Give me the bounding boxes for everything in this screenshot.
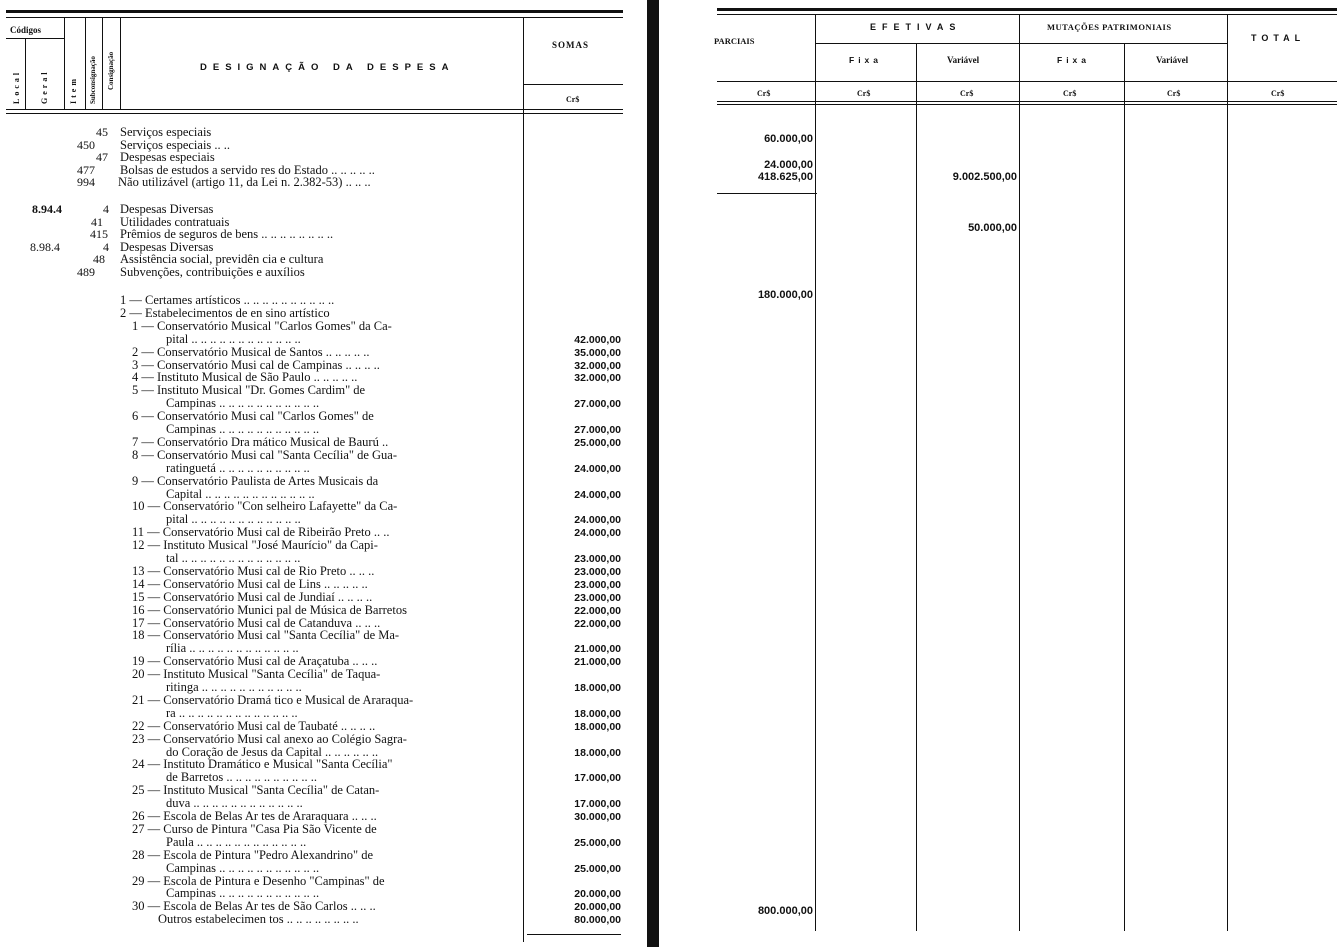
item-line: 26 — Escola de Belas Ar tes de Araraquara .. .. .. xyxy=(132,809,377,823)
item-line: 21 — Conservatório Dramá tico e Musical de Araraqua- xyxy=(132,692,414,707)
item-code: 477 xyxy=(77,162,95,177)
item-amount: 42.000,00 xyxy=(574,333,621,346)
item-line: 12 — Instituto Musical "José Maurício" da Capi- xyxy=(132,538,378,553)
header-top-rule xyxy=(6,10,623,13)
item-line: 20 — Instituto Musical "Santa Cecília" de Taqua- xyxy=(132,667,381,682)
item-code: 450 xyxy=(77,137,95,152)
item-line: 30 — Escola de Belas Ar tes de São Carlos .. .. .. xyxy=(132,899,376,914)
item-line: pital .. .. .. .. .. .. .. .. .. .. .. .. xyxy=(166,512,301,527)
row-desc: Bolsas de estudos a servido res do Estado .. .. .. .. .. xyxy=(120,162,375,177)
item-line: Campinas .. .. .. .. .. .. .. .. .. .. .. xyxy=(166,422,320,436)
row-desc: Despesas Diversas xyxy=(120,202,214,216)
codigos-rule xyxy=(6,38,64,39)
item-amount: 25.000,00 xyxy=(574,862,621,875)
item-line: Campinas .. .. .. .. .. .. .. .. .. .. .. xyxy=(166,886,320,901)
item-line: 1 — Certames artísticos .. .. .. .. .. .. .. .. .. .. xyxy=(120,293,335,307)
row-desc: Despesas Diversas xyxy=(120,239,214,254)
item-amount: 23.000,00 xyxy=(574,553,621,565)
total-label: TOTAL xyxy=(1251,33,1306,43)
item-amount: 18.000,00 xyxy=(574,707,621,720)
header-top-rule xyxy=(717,8,1337,11)
item-line: 23 — Conservatório Musi cal anexo ao Colégio Sagra- xyxy=(132,731,407,746)
item-line: ratinguetá .. .. .. .. .. .. .. .. .. .. xyxy=(166,460,310,475)
parciais-value: 180.000,00 xyxy=(757,289,813,301)
item-line: 18 — Conservatório Musi cal "Santa Cecília" de Ma- xyxy=(132,628,400,643)
item-code: 41 xyxy=(91,214,103,229)
efetivas-variavel-value: 9.002.500,00 xyxy=(952,171,1017,183)
geral-code: 4 xyxy=(103,202,109,216)
item-code: 415 xyxy=(90,227,108,241)
item-line: 27 — Curso de Pintura "Casa Pia São Vicente de xyxy=(132,821,377,836)
item-code: 489 xyxy=(77,264,95,279)
item-amount: 24.000,00 xyxy=(574,488,621,501)
item-amount: 24.000,00 xyxy=(574,514,621,527)
col-divider xyxy=(916,43,917,931)
header-bottom-rule-2 xyxy=(717,104,1337,105)
col-divider xyxy=(1019,14,1020,931)
item-amount: 80.000,00 xyxy=(574,914,621,927)
efetivas-fixa-currency: Cr$ xyxy=(857,89,871,98)
item-line: 2 — Estabelecimentos de en sino artístico xyxy=(120,305,330,320)
item-amount: 25.000,00 xyxy=(574,436,621,449)
item-amount: 20.000,00 xyxy=(574,901,621,914)
item-line: Outros estabelecimen tos .. .. .. .. .. .. .. .. xyxy=(158,912,359,927)
item-line: 6 — Conservatório Musi cal "Carlos Gomes" de xyxy=(132,409,374,424)
somas-label: SOMAS xyxy=(552,40,590,50)
efetivas-variavel-currency: Cr$ xyxy=(960,89,974,98)
item-line: Campinas .. .. .. .. .. .. .. .. .. .. .. xyxy=(166,396,320,411)
codigos-label: Códigos xyxy=(10,25,42,35)
item-amount: 27.000,00 xyxy=(574,424,621,436)
subheader-rule xyxy=(815,43,1227,44)
col-divider xyxy=(64,17,65,109)
header-mid-rule xyxy=(717,81,1337,82)
item-line: Paula .. .. .. .. .. .. .. .. .. .. .. .. xyxy=(166,834,307,849)
col-divider xyxy=(120,17,121,109)
item-line: duva .. .. .. .. .. .. .. .. .. .. .. .. xyxy=(166,796,303,811)
row-desc: Serviços especiais xyxy=(120,125,212,139)
item-line: 16 — Conservatório Munici pal de Música de Barretos xyxy=(132,602,407,617)
item-code: 45 xyxy=(96,125,108,139)
col-divider xyxy=(1227,14,1228,931)
item-line: 4 — Instituto Musical de São Paulo .. .. .. .. .. xyxy=(132,370,358,385)
item-line: 11 — Conservatório Musi cal de Ribeirão Preto .. .. xyxy=(132,525,390,540)
item-line: 25 — Instituto Musical "Santa Cecília" de Catan- xyxy=(132,783,380,798)
item-line: 17 — Conservatório Musi cal de Catanduva .. .. .. xyxy=(132,615,381,630)
col-divider xyxy=(1124,43,1125,931)
local-code: 8.98.4 xyxy=(30,239,60,254)
item-amount: 24.000,00 xyxy=(574,527,621,540)
parciais-currency: Cr$ xyxy=(757,89,771,98)
item-line: 15 — Conservatório Musi cal de Jundiaí .. .. .. .. xyxy=(132,589,373,604)
parciais-value: 418.625,00 xyxy=(757,171,813,183)
geral-label: Geral xyxy=(40,69,49,104)
item-line: Campinas .. .. .. .. .. .. .. .. .. .. .. xyxy=(166,860,320,875)
item-amount: 21.000,00 xyxy=(574,643,621,656)
item-line: rília .. .. .. .. .. .. .. .. .. .. .. .. xyxy=(166,641,299,656)
item-line: 24 — Instituto Dramático e Musical "Santa Cecília" xyxy=(132,757,393,772)
header-bottom-rule xyxy=(717,101,1337,102)
item-line: 10 — Conservatório "Con selheiro Lafayette" da Ca- xyxy=(132,499,398,514)
item-line: 2 — Conservatório Musical de Santos .. .. .. .. .. xyxy=(132,344,370,359)
item-code: 47 xyxy=(96,150,108,164)
item-label: Item xyxy=(69,76,78,104)
row-desc: Subvenções, contribuições e auxílios xyxy=(120,264,305,279)
row-desc: Não utilizável (artigo 11, da Lei n. 2.382-53) .. .. .. xyxy=(118,175,371,189)
item-line: 9 — Conservatório Paulista de Artes Musicais da xyxy=(132,473,379,488)
mutacoes-variavel-label: Variável xyxy=(1156,55,1189,65)
item-line: 8 — Conservatório Musi cal "Santa Cecília" de Gua- xyxy=(132,447,398,462)
local-code: 8.94.4 xyxy=(32,202,62,216)
item-line: de Barretos .. .. .. .. .. .. .. .. .. .. xyxy=(166,770,318,785)
col-divider xyxy=(815,14,816,931)
total-currency: Cr$ xyxy=(1271,89,1285,98)
item-line: pital .. .. .. .. .. .. .. .. .. .. .. .. xyxy=(166,331,301,346)
header-top-rule-2 xyxy=(717,14,1337,15)
item-amount: 17.000,00 xyxy=(574,798,621,811)
item-code: 994 xyxy=(77,175,95,189)
item-amount: 30.000,00 xyxy=(574,811,621,823)
col-divider xyxy=(85,17,86,109)
parciais-value: 60.000,00 xyxy=(764,133,813,145)
book-spine xyxy=(647,0,659,947)
item-line: 19 — Conservatório Musi cal de Araçatuba .. .. .. xyxy=(132,654,378,669)
mutacoes-label: MUTAÇÕES PATRIMONIAIS xyxy=(1047,22,1172,32)
item-amount: 32.000,00 xyxy=(574,372,621,385)
item-amount: 18.000,00 xyxy=(574,682,621,694)
consignacao-label: Consignação xyxy=(107,51,115,90)
somas-divider xyxy=(523,17,524,942)
geral-code: 4 xyxy=(103,239,109,254)
item-line: 3 — Conservatório Musi cal de Campinas .. .. .. .. xyxy=(132,357,380,372)
item-amount: 22.000,00 xyxy=(574,617,621,630)
efetivas-fixa-label: Fixa xyxy=(849,55,883,65)
subconsignacao-label: Subconsignação xyxy=(89,56,97,104)
somas-rule xyxy=(524,84,623,85)
efetivas-variavel-value: 50.000,00 xyxy=(968,222,1017,234)
item-line: Capital .. .. .. .. .. .. .. .. .. .. .. .. xyxy=(166,486,315,501)
item-line: 14 — Conservatório Musi cal de Lins .. .. .. .. .. xyxy=(132,576,368,591)
item-amount: 35.000,00 xyxy=(574,346,621,359)
efetivas-variavel-label: Variável xyxy=(947,55,980,65)
item-line: ra .. .. .. .. .. .. .. .. .. .. .. .. .. xyxy=(166,705,298,720)
item-amount: 22.000,00 xyxy=(574,604,621,617)
row-desc: Serviços especiais .. .. xyxy=(120,137,231,152)
item-line: ritinga .. .. .. .. .. .. .. .. .. .. .. xyxy=(166,680,302,694)
header-bottom-rule-2 xyxy=(6,113,623,114)
item-amount: 32.000,00 xyxy=(574,359,621,372)
row-desc: Despesas especiais xyxy=(120,150,215,164)
mutacoes-variavel-currency: Cr$ xyxy=(1167,89,1181,98)
item-line: 28 — Escola de Pintura "Pedro Alexandrino" de xyxy=(132,847,374,862)
somas-bottom-rule xyxy=(527,934,621,935)
item-line: tal .. .. .. .. .. .. .. .. .. .. .. .. .. xyxy=(166,551,301,565)
row-desc: Utilidades contratuais xyxy=(120,214,230,229)
item-amount: 24.000,00 xyxy=(574,462,621,475)
col-divider xyxy=(25,38,26,109)
parciais-value: 24.000,00 xyxy=(764,159,813,171)
item-amount: 27.000,00 xyxy=(574,398,621,411)
somas-currency: Cr$ xyxy=(566,95,580,104)
item-code: 48 xyxy=(93,252,105,266)
item-line: 1 — Conservatório Musical "Carlos Gomes" da Ca- xyxy=(132,318,392,333)
item-line: do Coração de Jesus da Capital .. .. .. .. .. .. xyxy=(166,744,379,759)
col-divider xyxy=(102,17,103,109)
row-desc: Assistência social, previdên cia e cultura xyxy=(120,252,324,266)
item-line: 13 — Conservatório Musi cal de Rio Preto .. .. .. xyxy=(132,563,375,578)
item-amount: 25.000,00 xyxy=(574,836,621,849)
row-desc: Prêmios de seguros de bens .. .. .. .. .. .. .. .. xyxy=(120,227,334,241)
item-amount: 23.000,00 xyxy=(574,591,621,604)
parciais-subtotal-rule xyxy=(717,193,817,194)
item-line: 5 — Instituto Musical "Dr. Gomes Cardim" de xyxy=(132,383,366,398)
item-amount: 23.000,00 xyxy=(574,578,621,591)
parciais-label: PARCIAIS xyxy=(714,36,755,46)
mutacoes-fixa-label: Fixa xyxy=(1057,55,1091,65)
header-top-rule-2 xyxy=(6,17,623,18)
designacao-title: DESIGNAÇÃO DA DESPESA xyxy=(200,62,455,73)
item-amount: 23.000,00 xyxy=(574,565,621,578)
item-amount: 18.000,00 xyxy=(574,746,621,759)
local-label: Local xyxy=(12,69,21,104)
parciais-value: 800.000,00 xyxy=(757,905,813,917)
item-amount: 17.000,00 xyxy=(574,772,621,785)
item-line: 29 — Escola de Pintura e Desenho "Campinas" de xyxy=(132,873,385,888)
efetivas-label: EFETIVAS xyxy=(870,22,962,32)
item-amount: 18.000,00 xyxy=(574,720,621,733)
item-line: 7 — Conservatório Dra mático Musical de Baurú .. xyxy=(132,434,389,449)
item-amount: 20.000,00 xyxy=(574,888,621,901)
header-bottom-rule xyxy=(6,109,623,110)
item-line: 22 — Conservatório Musi cal de Taubaté .. .. .. .. xyxy=(132,718,376,733)
item-amount: 21.000,00 xyxy=(574,656,621,669)
mutacoes-fixa-currency: Cr$ xyxy=(1063,89,1077,98)
